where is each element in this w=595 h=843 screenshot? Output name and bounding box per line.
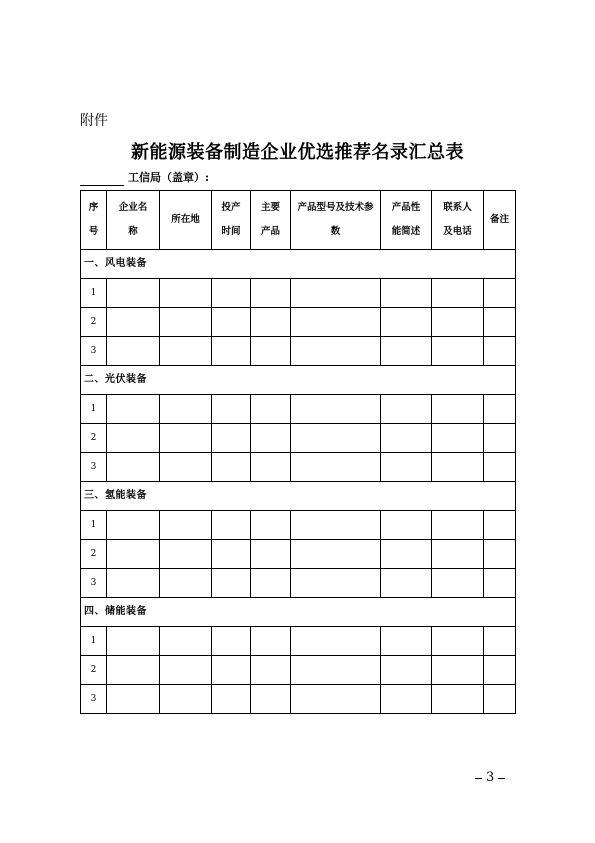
table-row [81, 395, 516, 424]
table-cell-performance[interactable] [381, 424, 432, 453]
header-seq: 序号 [81, 191, 107, 250]
row-index: 2 [81, 656, 107, 685]
table-cell-remark[interactable] [484, 395, 516, 424]
table-cell-company[interactable] [107, 337, 160, 366]
table-cell-company[interactable] [107, 540, 160, 569]
row-index: 3 [81, 685, 107, 714]
table-cell-model[interactable] [291, 337, 381, 366]
header-location: 所在地 [160, 191, 212, 250]
section-row [81, 598, 516, 627]
org-stamp-line [80, 170, 209, 186]
table-cell-start[interactable] [212, 453, 251, 482]
table-cell-location[interactable] [160, 395, 212, 424]
table-cell-contact[interactable] [432, 540, 484, 569]
org-stamp-label: 工信局（盖章）: [128, 171, 210, 184]
table-cell-performance[interactable] [381, 627, 432, 656]
table-cell-contact[interactable] [432, 569, 484, 598]
document-title: 新能源装备制造企业优选推荐名录汇总表 [131, 142, 464, 163]
table-cell-model[interactable] [291, 627, 381, 656]
table-cell-contact[interactable] [432, 395, 484, 424]
section-row [81, 366, 516, 395]
table-cell-remark[interactable] [484, 656, 516, 685]
table-row [81, 511, 516, 540]
attachment-label: 附件 [80, 113, 108, 129]
section-title: 四、储能装备 [81, 598, 516, 627]
table-cell-product[interactable] [251, 685, 291, 714]
table-cell-performance[interactable] [381, 453, 432, 482]
table-row [81, 540, 516, 569]
table-cell-remark[interactable] [484, 279, 516, 308]
header-remark: 备注 [484, 191, 516, 250]
page-number-value: 3 [486, 770, 495, 785]
table-cell-performance[interactable] [381, 656, 432, 685]
org-name-blank [80, 171, 124, 186]
table-row [81, 569, 516, 598]
table-cell-location[interactable] [160, 424, 212, 453]
header-contact: 联系人及电话 [432, 191, 484, 250]
table-cell-location[interactable] [160, 453, 212, 482]
table-cell-product[interactable] [251, 395, 291, 424]
table-cell-product[interactable] [251, 540, 291, 569]
header-performance: 产品性能简述 [381, 191, 432, 250]
table-cell-remark[interactable] [484, 337, 516, 366]
table-cell-contact[interactable] [432, 453, 484, 482]
table-body [81, 250, 516, 714]
table-cell-location[interactable] [160, 569, 212, 598]
table-cell-remark[interactable] [484, 308, 516, 337]
table-cell-remark[interactable] [484, 453, 516, 482]
table-cell-location[interactable] [160, 337, 212, 366]
table-cell-performance[interactable] [381, 279, 432, 308]
table-cell-start[interactable] [212, 308, 251, 337]
table-cell-product[interactable] [251, 511, 291, 540]
table-cell-company[interactable] [107, 424, 160, 453]
table-cell-location[interactable] [160, 308, 212, 337]
table-cell-remark[interactable] [484, 627, 516, 656]
table-cell-product[interactable] [251, 337, 291, 366]
table-cell-remark[interactable] [484, 685, 516, 714]
table-cell-model[interactable] [291, 685, 381, 714]
table-cell-performance[interactable] [381, 337, 432, 366]
table-cell-product[interactable] [251, 627, 291, 656]
table-cell-product[interactable] [251, 424, 291, 453]
table-cell-remark[interactable] [484, 540, 516, 569]
table-row [81, 308, 516, 337]
page-dash-right [498, 778, 505, 779]
table-row [81, 685, 516, 714]
table-row [81, 424, 516, 453]
table-cell-company[interactable] [107, 656, 160, 685]
table-cell-contact[interactable] [432, 511, 484, 540]
table-cell-performance[interactable] [381, 511, 432, 540]
table-cell-product[interactable] [251, 569, 291, 598]
row-index: 1 [81, 279, 107, 308]
table-cell-performance[interactable] [381, 395, 432, 424]
table-cell-product[interactable] [251, 453, 291, 482]
section-title: 三、氢能装备 [81, 482, 516, 511]
table-cell-company[interactable] [107, 569, 160, 598]
table-cell-model[interactable] [291, 656, 381, 685]
table-cell-company[interactable] [107, 308, 160, 337]
table-cell-performance[interactable] [381, 540, 432, 569]
table-cell-product[interactable] [251, 308, 291, 337]
table-cell-product[interactable] [251, 656, 291, 685]
table-cell-contact[interactable] [432, 685, 484, 714]
table-cell-company[interactable] [107, 279, 160, 308]
table-cell-model[interactable] [291, 424, 381, 453]
table-cell-start[interactable] [212, 279, 251, 308]
table-cell-contact[interactable] [432, 656, 484, 685]
table-cell-performance[interactable] [381, 569, 432, 598]
table-cell-company[interactable] [107, 511, 160, 540]
table-cell-company[interactable] [107, 453, 160, 482]
table-cell-start[interactable] [212, 685, 251, 714]
row-index: 2 [81, 540, 107, 569]
row-index: 3 [81, 337, 107, 366]
table-cell-start[interactable] [212, 627, 251, 656]
table-cell-location[interactable] [160, 685, 212, 714]
table-row [81, 453, 516, 482]
table-cell-remark[interactable] [484, 569, 516, 598]
table-row [81, 337, 516, 366]
table-cell-location[interactable] [160, 279, 212, 308]
header-start-time: 投产时间 [212, 191, 251, 250]
table-cell-remark[interactable] [484, 511, 516, 540]
table-cell-start[interactable] [212, 395, 251, 424]
table-cell-contact[interactable] [432, 627, 484, 656]
table-cell-model[interactable] [291, 395, 381, 424]
header-company: 企业名称 [107, 191, 160, 250]
page-dash-left [475, 778, 482, 779]
table-cell-contact[interactable] [432, 337, 484, 366]
row-index: 2 [81, 308, 107, 337]
table-cell-start[interactable] [212, 656, 251, 685]
table-cell-model[interactable] [291, 511, 381, 540]
row-index: 1 [81, 511, 107, 540]
section-title: 一、风电装备 [81, 250, 516, 279]
table-cell-model[interactable] [291, 569, 381, 598]
table-header-row [81, 191, 516, 250]
section-title: 二、光伏装备 [81, 366, 516, 395]
table-row [81, 656, 516, 685]
header-model-params: 产品型号及技术参数 [291, 191, 381, 250]
table-cell-model[interactable] [291, 540, 381, 569]
table-cell-remark[interactable] [484, 424, 516, 453]
table-cell-performance[interactable] [381, 685, 432, 714]
header-main-product: 主要产品 [251, 191, 291, 250]
table-cell-company[interactable] [107, 685, 160, 714]
table-cell-company[interactable] [107, 395, 160, 424]
table-cell-contact[interactable] [432, 308, 484, 337]
table-cell-model[interactable] [291, 308, 381, 337]
table-cell-company[interactable] [107, 627, 160, 656]
table-cell-model[interactable] [291, 279, 381, 308]
table-cell-start[interactable] [212, 337, 251, 366]
row-index: 2 [81, 424, 107, 453]
table-cell-start[interactable] [212, 511, 251, 540]
table-cell-location[interactable] [160, 511, 212, 540]
table-row [81, 279, 516, 308]
table-cell-product[interactable] [251, 279, 291, 308]
table-cell-location[interactable] [160, 627, 212, 656]
table-cell-model[interactable] [291, 453, 381, 482]
row-index: 3 [81, 453, 107, 482]
table-cell-location[interactable] [160, 540, 212, 569]
section-row [81, 250, 516, 279]
section-row [81, 482, 516, 511]
table-cell-location[interactable] [160, 656, 212, 685]
table-row [81, 627, 516, 656]
table-cell-performance[interactable] [381, 308, 432, 337]
row-index: 1 [81, 627, 107, 656]
summary-table [80, 190, 516, 714]
page-number [475, 770, 505, 786]
row-index: 1 [81, 395, 107, 424]
table-cell-start[interactable] [212, 424, 251, 453]
table-cell-contact[interactable] [432, 279, 484, 308]
table-cell-contact[interactable] [432, 424, 484, 453]
row-index: 3 [81, 569, 107, 598]
table-cell-start[interactable] [212, 540, 251, 569]
table-cell-start[interactable] [212, 569, 251, 598]
